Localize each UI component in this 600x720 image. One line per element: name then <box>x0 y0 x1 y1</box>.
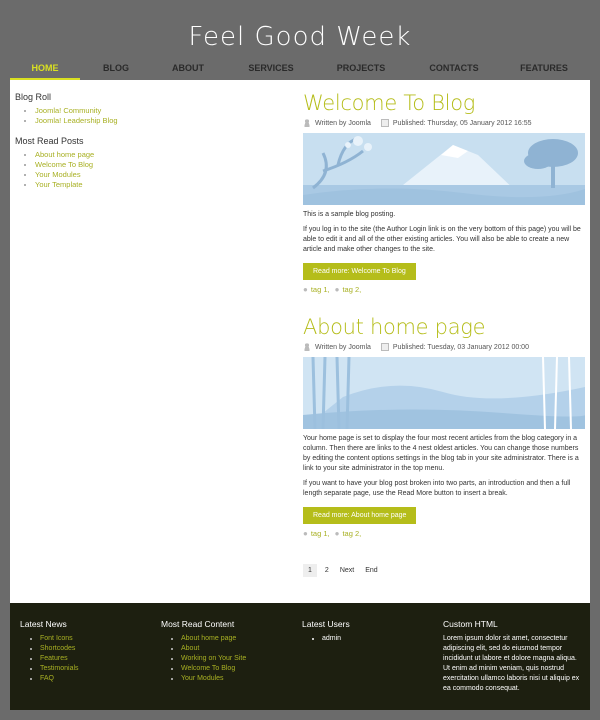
nav-blog[interactable]: BLOG <box>103 63 129 73</box>
readmore-button[interactable]: Read more: Welcome To Blog <box>303 263 416 280</box>
article-body <box>303 210 585 255</box>
page-link[interactable]: 2 <box>324 567 329 574</box>
footer-link[interactable]: Font Icons <box>40 635 73 642</box>
article-tags <box>303 285 585 294</box>
nav-features[interactable]: FEATURES <box>520 63 568 73</box>
article-body <box>303 434 585 499</box>
user-icon <box>303 343 311 351</box>
article-title[interactable]: About home page <box>303 315 486 339</box>
footer-list <box>302 634 442 644</box>
page-current[interactable]: 1 <box>303 564 317 577</box>
user-item[interactable]: • admin <box>322 634 442 644</box>
list-item <box>35 150 285 160</box>
footer-heading: Most Read Content <box>161 619 235 629</box>
blog-roll-list <box>15 106 285 126</box>
list-item <box>181 674 301 684</box>
most-read-title: Most Read Posts <box>15 136 84 146</box>
footer-link[interactable]: About <box>181 645 200 652</box>
article-published: Published: Thursday, 05 January 2012 16:55 <box>392 119 532 127</box>
list-item <box>40 634 160 644</box>
footer-heading: Latest Users <box>302 619 350 629</box>
tag-link[interactable]: tag 2, <box>342 285 362 294</box>
footer-heading: Latest News <box>20 619 67 629</box>
footer-link[interactable]: About home page <box>181 635 237 642</box>
tag-icon: ● <box>334 285 340 294</box>
hero-image-mountain-tree <box>303 133 585 205</box>
most-read-link[interactable]: Your Template <box>35 180 83 189</box>
tag-link[interactable]: tag 2, <box>342 529 362 538</box>
article-tags <box>303 529 585 538</box>
footer-list <box>161 634 301 684</box>
article-paragraph: This is a sample blog posting. <box>303 211 396 218</box>
list-item <box>35 116 285 126</box>
footer-link[interactable]: Shortcodes <box>40 645 76 652</box>
list-item <box>40 644 160 654</box>
most-read-link[interactable]: About home page <box>35 150 95 159</box>
list-item <box>181 664 301 674</box>
article <box>303 314 585 538</box>
readmore-button[interactable]: Read more: About home page <box>303 507 416 524</box>
most-read-link[interactable]: Welcome To Blog <box>35 160 94 169</box>
footer-link[interactable]: Working on Your Site <box>181 655 247 662</box>
sidebar <box>15 92 285 200</box>
tag-link[interactable]: tag 1, <box>310 285 330 294</box>
list-item <box>35 106 285 116</box>
blog-roll-title: Blog Roll <box>15 92 52 102</box>
footer-link[interactable]: Features <box>40 655 68 662</box>
footer-link[interactable]: Welcome To Blog <box>181 665 236 672</box>
nav-projects[interactable]: PROJECTS <box>336 63 386 73</box>
footer-latest-users <box>302 619 442 644</box>
blog-roll-link[interactable]: Joomla! Leadership Blog <box>35 116 118 125</box>
footer-most-read <box>161 619 301 684</box>
main-content <box>303 90 585 574</box>
footer-link[interactable]: Your Modules <box>181 675 224 682</box>
blog-roll-link[interactable]: Joomla! Community <box>35 106 102 115</box>
tag-link[interactable]: tag 1, <box>310 529 330 538</box>
main-nav <box>0 58 600 80</box>
page-next[interactable]: Next <box>339 567 355 574</box>
article-paragraph: If you log in to the site (the Author Login link is on the very bottom of this page) you will be able to edit it and all of the other existing articles. You will also be able to create a new article and make other changes to the site. <box>303 226 581 253</box>
list-item <box>35 160 285 170</box>
site-title: Feel Good Week <box>188 22 412 52</box>
most-read-link[interactable]: Your Modules <box>35 170 81 179</box>
most-read-list <box>15 150 285 190</box>
nav-contacts[interactable]: CONTACTS <box>429 63 479 73</box>
page-end[interactable]: End <box>365 567 378 574</box>
article-title[interactable]: Welcome To Blog <box>303 91 476 115</box>
article-paragraph: Your home page is set to display the four most recent articles from the blog category in a column. Then there are links to the 4 nest oldest articles. You can change those numbers by editing the content options settings in the blog tab in your site administrator. There is a link to your site administrator in the top menu. <box>303 435 579 472</box>
article <box>303 90 585 294</box>
article-meta <box>303 119 585 127</box>
article-published: Published: Tuesday, 03 January 2012 00:00 <box>392 343 529 351</box>
list-item <box>181 654 301 664</box>
article-meta <box>303 343 585 351</box>
custom-html-text: Lorem ipsum dolor sit amet, consectetur adipiscing elit, sed do eiusmod tempor incididunt ut labore et dolore magna aliqua. Ut enim ad minim veniam, quis nostrud exercitation ullamco laboris nisi ut aliquip ex ea commodo consequat. <box>443 635 580 692</box>
footer-latest-news <box>20 619 160 684</box>
article-author: Written by Joomla <box>315 119 371 127</box>
nav-services[interactable]: SERVICES <box>248 63 294 73</box>
footer-link[interactable]: Testimonials <box>40 665 79 672</box>
list-item <box>40 654 160 664</box>
pagination <box>303 564 389 577</box>
list-item <box>40 674 160 684</box>
calendar-icon <box>381 119 389 127</box>
content-page <box>10 80 590 603</box>
user-icon <box>303 119 311 127</box>
footer-link[interactable]: FAQ <box>40 675 55 682</box>
list-item <box>35 180 285 190</box>
list-item <box>181 644 301 654</box>
tag-icon: ● <box>334 529 340 538</box>
footer <box>10 603 590 710</box>
list-item <box>35 170 285 180</box>
nav-home[interactable]: HOME <box>10 58 80 80</box>
footer-custom-html <box>443 619 583 694</box>
calendar-icon <box>381 343 389 351</box>
list-item <box>40 664 160 674</box>
nav-about[interactable]: ABOUT <box>172 63 204 73</box>
hero-image-bamboo <box>303 357 585 429</box>
footer-heading: Custom HTML <box>443 619 498 629</box>
list-item <box>181 634 301 644</box>
tag-icon: ● <box>303 285 308 294</box>
article-author: Written by Joomla <box>315 343 371 351</box>
article-paragraph: If you want to have your blog post broken into two parts, an introduction and then a full length separate page, use the Read More button to insert a break. <box>303 480 571 497</box>
tag-icon: ● <box>303 529 308 538</box>
footer-list <box>20 634 160 684</box>
